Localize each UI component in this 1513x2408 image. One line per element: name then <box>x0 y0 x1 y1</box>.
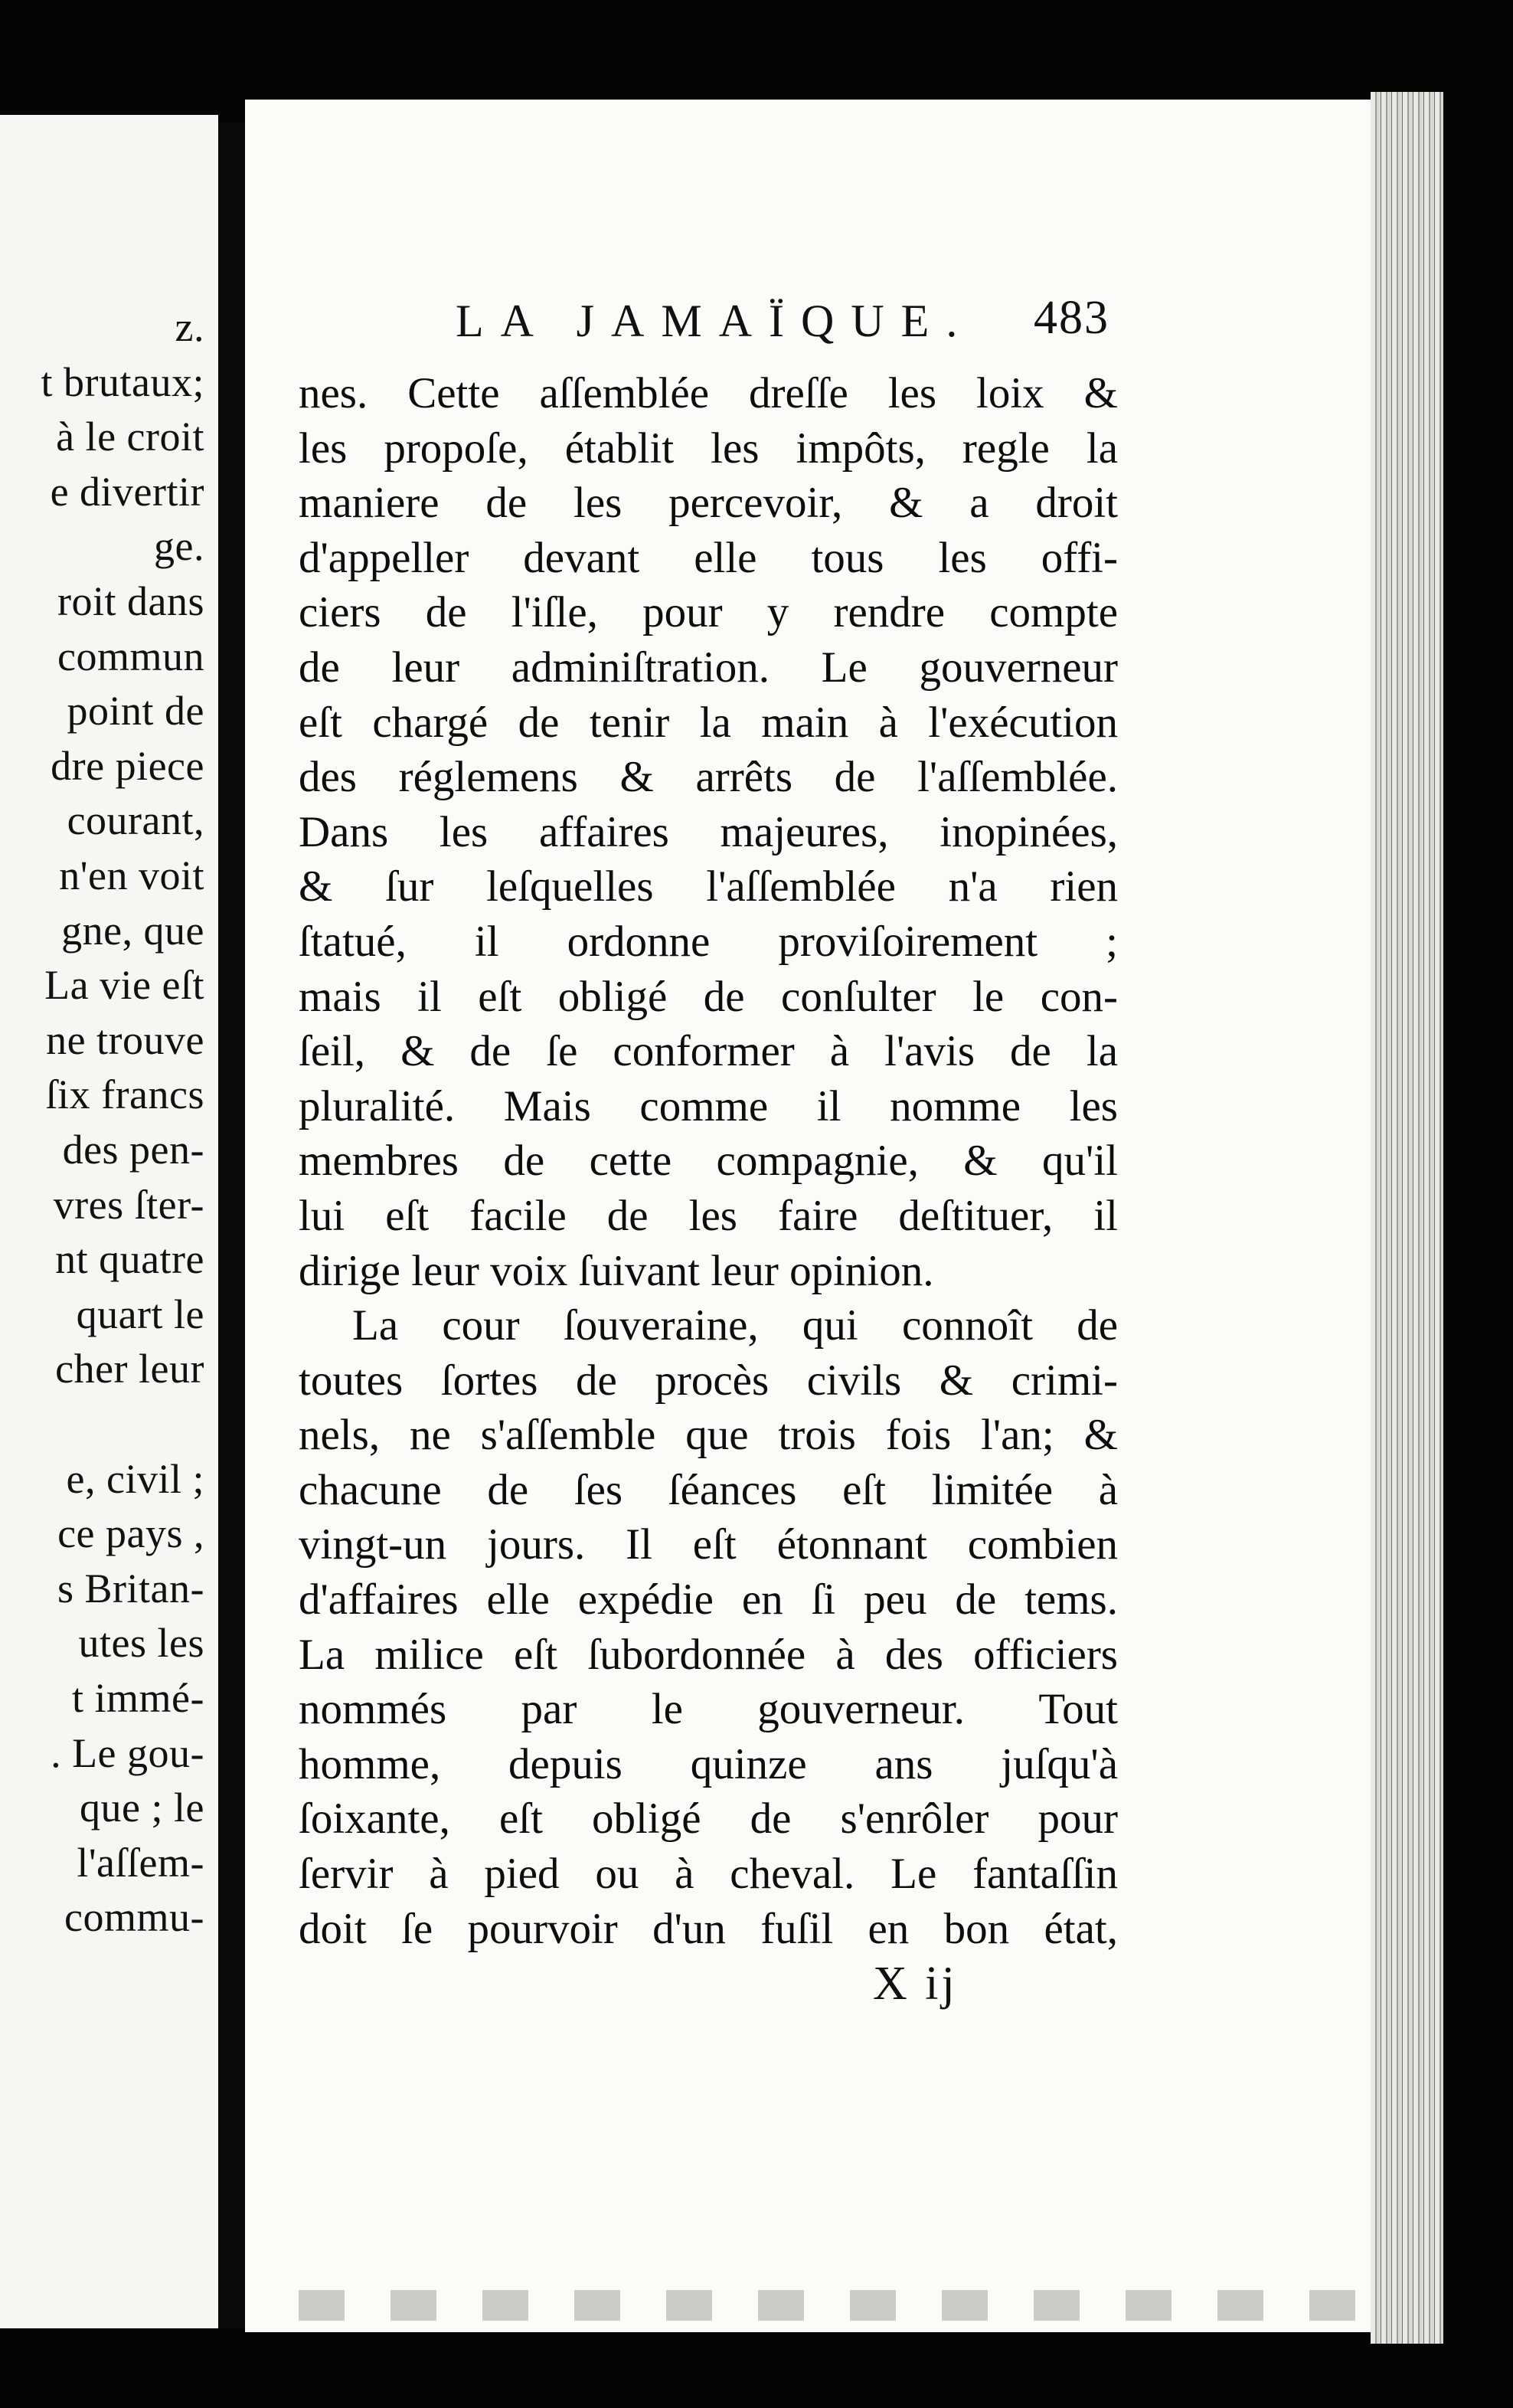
text-line: ſeil, & de ſe conformer à l'avis de la <box>299 1027 1118 1076</box>
signature-mark: X ij <box>873 1958 958 2010</box>
left-page-line: que ; le <box>80 1785 204 1831</box>
left-page-line: commun <box>57 633 204 679</box>
left-page-line: utes les <box>78 1620 204 1667</box>
left-page-line: roit dans <box>57 578 204 624</box>
text-line: La milice eſt ſubordonnée à des officiers <box>299 1630 1118 1679</box>
text-line: d'appeller devant elle tous les offi- <box>299 533 1118 582</box>
text-line: des réglemens & arrêts de l'aſſemblée. <box>299 753 1118 802</box>
left-page-line: n'en voit <box>59 852 204 898</box>
left-page-line: à le croit <box>56 414 204 460</box>
left-page-line: gne, que <box>61 907 204 954</box>
left-page-line: des pen- <box>62 1127 204 1173</box>
text-line: eſt chargé de tenir la main à l'exécution <box>299 698 1118 747</box>
left-page-line: ne trouve <box>46 1016 204 1063</box>
text-line: dirige leur voix ſuivant leur opinion. <box>299 1246 934 1295</box>
text-line: mais il eſt obligé de conſulter le con- <box>299 972 1118 1021</box>
left-page-line: cher leur <box>55 1346 204 1392</box>
text-line: homme, depuis quinze ans juſqu'à <box>299 1739 1118 1788</box>
text-line: les propoſe, établit les impôts, regle la <box>299 424 1118 473</box>
text-line: d'affaires elle expédie en ſi peu de tems. <box>299 1575 1118 1624</box>
text-line: maniere de les percevoir, & a droit <box>299 479 1118 528</box>
text-line: vingt-un jours. Il eſt étonnant combien <box>299 1520 1118 1569</box>
left-page-line: ſix francs <box>45 1071 204 1118</box>
left-page-line: e, civil ; <box>66 1455 204 1502</box>
page-number: 483 <box>1034 292 1109 344</box>
body-text <box>299 366 1118 1956</box>
text-line: membres de cette compagnie, & qu'il <box>299 1137 1118 1186</box>
left-page-line: . Le gou- <box>51 1729 204 1776</box>
running-head: LA JAMAÏQUE. <box>456 296 975 346</box>
left-page-line: s Britan- <box>57 1565 204 1611</box>
left-page-line: l'aſſem- <box>77 1839 204 1886</box>
paragraph-1 <box>299 366 1118 1298</box>
text-line: ſervir à pied ou à cheval. Le fantaſſin <box>299 1850 1118 1899</box>
text-line: nes. Cette aſſemblée dreſſe les loix & <box>299 369 1118 417</box>
text-line: de leur adminiſtration. Le gouverneur <box>299 643 1118 692</box>
left-page-line: dre piece <box>51 742 204 789</box>
left-page-line: nt quatre <box>55 1236 204 1283</box>
text-line: nommés par le gouverneur. Tout <box>299 1685 1118 1734</box>
text-line: nels, ne s'aſſemble que trois fois l'an; & <box>299 1411 1118 1460</box>
left-page-line: commu- <box>64 1894 204 1941</box>
page-edge-stack <box>1371 92 1443 2344</box>
text-line: lui eſt facile de les faire deſtituer, il <box>299 1191 1118 1240</box>
left-page-line: quart le <box>76 1291 204 1337</box>
left-page-line: t immé- <box>72 1675 204 1721</box>
left-page-line: La vie eſt <box>44 962 204 1009</box>
text-line: ciers de l'iſle, pour y rendre compte <box>299 588 1118 637</box>
text-line: pluralité. Mais comme il nomme les <box>299 1081 1118 1130</box>
left-page-line: z. <box>175 304 204 350</box>
text-line: Dans les affaires majeures, inopinées, <box>299 807 1118 856</box>
text-line: toutes ſortes de procès civils & crimi- <box>299 1356 1118 1405</box>
text-line: chacune de ſes ſéances eſt limitée à <box>299 1465 1118 1514</box>
text-line: La cour ſouveraine, qui connoît de <box>352 1301 1118 1350</box>
text-line: ſoixante, eſt obligé de s'enrôler pour <box>299 1795 1118 1844</box>
left-page-line: courant, <box>67 797 204 844</box>
left-page-line: vres ſter- <box>53 1181 204 1228</box>
text-line: ſtatué, il ordonne proviſoirement ; <box>299 917 1118 966</box>
left-page-fragment <box>0 115 218 2328</box>
left-page-line: t brutaux; <box>41 358 204 405</box>
bottom-page-stain <box>253 2290 1378 2321</box>
left-page-line: ce pays , <box>57 1510 204 1557</box>
text-line: & ſur leſquelles l'aſſemblée n'a rien <box>299 862 1118 911</box>
left-page-line: ge. <box>154 523 204 570</box>
paragraph-2 <box>299 1298 1118 1956</box>
left-page-line: point de <box>67 688 204 735</box>
text-line: doit ſe pourvoir d'un fuſil en bon état, <box>299 1904 1118 1953</box>
left-page-line: e divertir <box>50 468 204 515</box>
